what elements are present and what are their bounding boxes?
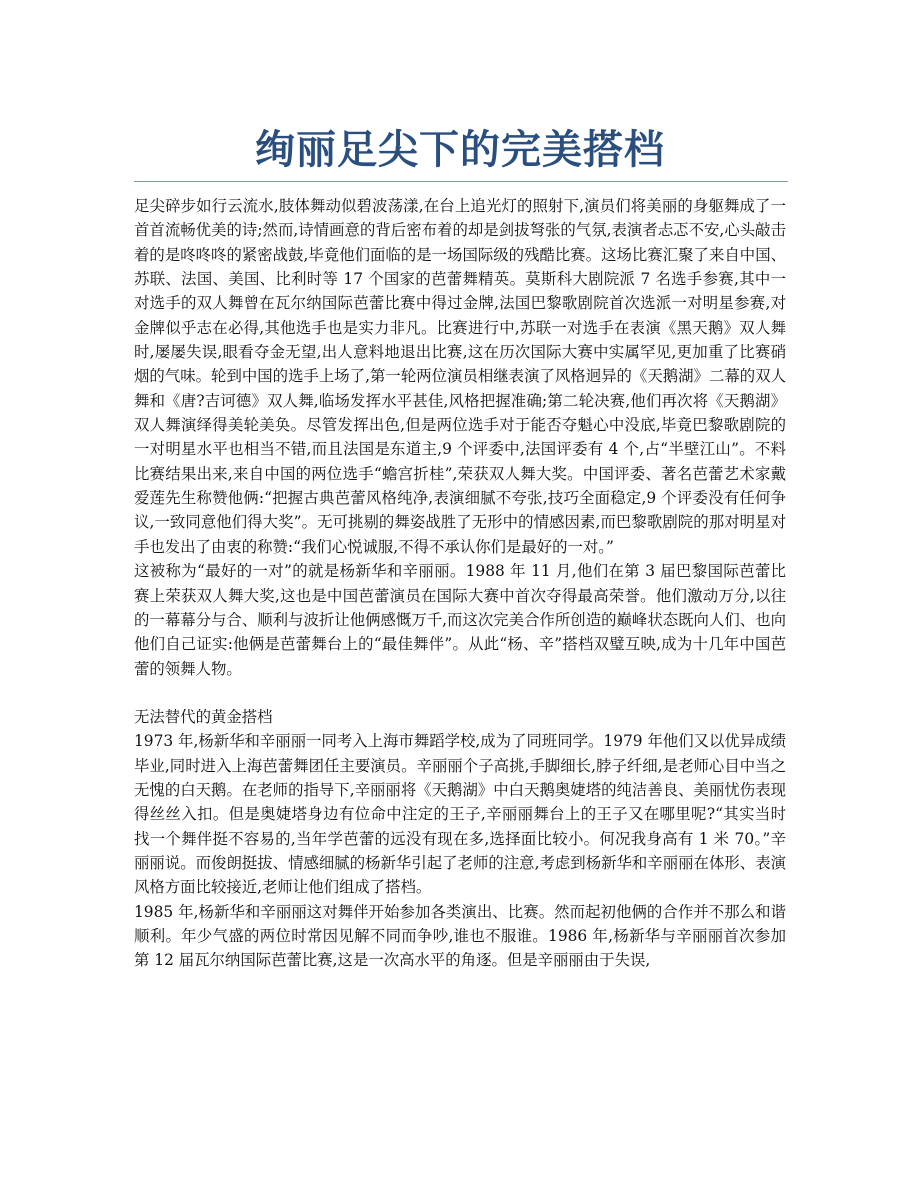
- article-body: [134, 194, 786, 973]
- paragraph: 1985 年,杨新华和辛丽丽这对舞伴开始参加各类演出、比赛。然而起初他俩的合作并不那么和谐顺利。年少气盛的两位时常因见解不同而争吵,谁也不服谁。1986 年,杨新华与辛丽丽首次参加第 12 届瓦尔纳国际芭蕾比赛,这是一次高水平的角逐。但是辛丽丽由于失误,: [134, 902, 786, 970]
- paragraph: 1973 年,杨新华和辛丽丽一同考入上海市舞蹈学校,成为了同班同学。1979 年他们又以优异成绩毕业,同时进入上海芭蕾舞团任主要演员。辛丽丽个子高挑,手脚细长,脖子纤细,是老师心目中当之无愧的白天鹅。在老师的指导下,辛丽丽将《天鹅湖》中白天鹅奥婕塔的纯洁善良、美丽忧伤表现得丝丝入扣。但是奥婕塔身边有位命中注定的王子,辛丽丽舞台上的王子又在哪里呢?“其实当时找一个舞伴挺不容易的,当年学芭蕾的远没有现在多,选择面比较小。何况我身高有 1 米 70。”辛丽丽说。而俊朗挺拔、情感细腻的杨新华引起了老师的注意,考虑到杨新华和辛丽丽在体形、表演风格方面比较接近,老师让他们组成了搭档。: [134, 732, 786, 897]
- title-divider: [134, 181, 788, 182]
- section-heading: 无法替代的黄金搭档: [134, 707, 273, 726]
- page-title: 绚丽足尖下的完美搭档: [255, 127, 665, 173]
- paragraph: 足尖碎步如行云流水,肢体舞动似碧波荡漾,在台上追光灯的照射下,演员们将美丽的身躯舞成了一首首流畅优美的诗;然而,诗情画意的背后密布着的却是剑拔弩张的气氛,表演者忐忑不安,心头敲击着的是咚咚咚的紧密战鼓,毕竟他们面临的是一场国际级的残酷比赛。这场比赛汇聚了来自中国、苏联、法国、美国、比利时等 17 个国家的芭蕾舞精英。莫斯科大剧院派 7 名选手参赛,其中一对选手的双人舞曾在瓦尔纳国际芭蕾比赛中得过金牌,法国巴黎歌剧院首次选派一对明星参赛,对金牌似乎志在必得,其他选手也是实力非凡。比赛进行中,苏联一对选手在表演《黑天鹅》双人舞时,屡屡失误,眼看夺金无望,出人意料地退出比赛,这在历次国际大赛中实属罕见,更加重了比赛硝烟的气味。轮到中国的选手上场了,第一轮两位演员相继表演了风格迥异的《天鹅湖》二幕的双人舞和《唐?吉诃德》双人舞,临场发挥水平甚佳,风格把握准确;第二轮决赛,他们再次将《天鹅湖》双人舞演绎得美轮美奂。尽管发挥出色,但是两位选手对于能否夺魁心中没底,毕竟巴黎歌剧院的一对明星水平也相当不错,而且法国是东道主,9 个评委中,法国评委有 4 个,占“半壁江山”。不料比赛结果出来,来自中国的两位选手“蟾宫折桂”,荣获双人舞大奖。中国评委、著名芭蕾艺术家戴爱莲先生称赞他俩:“把握古典芭蕾风格纯净,表演细腻不夸张,技巧全面稳定,9 个评委没有任何争议,一致同意他们得大奖”。无可挑剔的舞姿战胜了无形中的情感因素,而巴黎歌剧院的那对明星对手也发出了由衷的称赞:“我们心悦诚服,不得不承认你们是最好的一对。”: [134, 197, 786, 556]
- paragraph: 这被称为“最好的一对”的就是杨新华和辛丽丽。1988 年 11 月,他们在第 3 届巴黎国际芭蕾比赛上荣获双人舞大奖,这也是中国芭蕾演员在国际大赛中首次夺得最高荣誉。他们激动万分,以往的一幕幕分与合、顺利与波折让他俩感慨万千,而这次完美合作所创造的巅峰状态既向人们、也向他们自己证实:他俩是芭蕾舞台上的“最佳舞伴”。从此“杨、辛”搭档双璧互映,成为十几年中国芭蕾的领舞人物。: [134, 562, 786, 678]
